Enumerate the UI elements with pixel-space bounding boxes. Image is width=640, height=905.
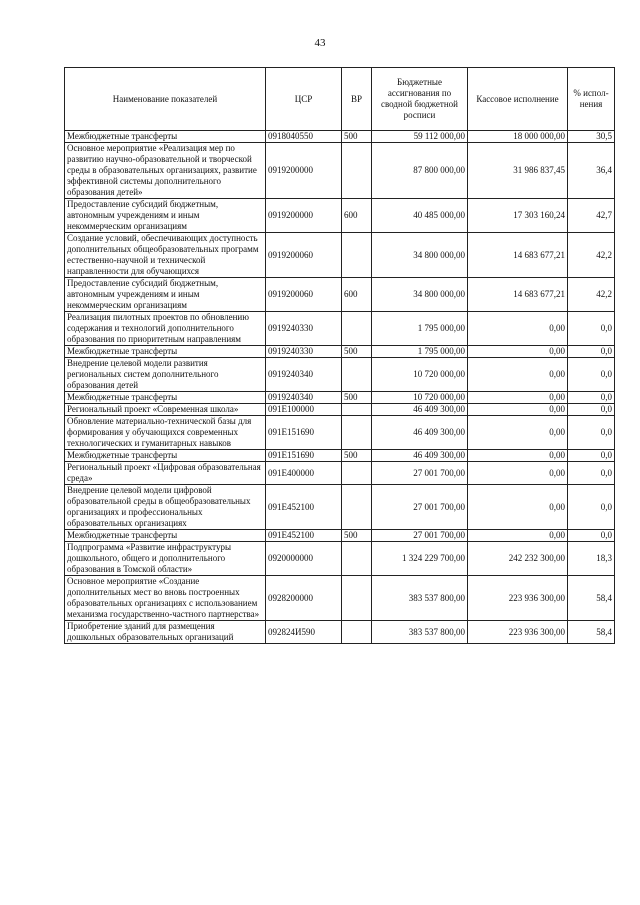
row-pct: 42,2 <box>568 233 615 278</box>
row-pct: 0,0 <box>568 346 615 358</box>
table-row <box>65 346 615 358</box>
row-pct: 18,3 <box>568 542 615 576</box>
row-pct: 30,5 <box>568 131 615 143</box>
table-row <box>65 404 615 416</box>
row-cash: 0,00 <box>468 346 568 358</box>
row-csr: 091E400000 <box>266 462 342 485</box>
row-budget: 87 800 000,00 <box>372 143 468 199</box>
row-csr: 0928200000 <box>266 576 342 621</box>
row-csr: 0919200000 <box>266 143 342 199</box>
row-pct: 42,7 <box>568 199 615 233</box>
row-pct: 42,2 <box>568 278 615 312</box>
row-csr: 092824И590 <box>266 621 342 644</box>
row-name: Предоставление субсидий бюджетным, автономным учреждениям и иным некоммерческим организациям <box>65 199 266 233</box>
row-budget: 10 720 000,00 <box>372 358 468 392</box>
row-budget: 1 795 000,00 <box>372 346 468 358</box>
row-csr: 0919240340 <box>266 392 342 404</box>
row-budget: 27 001 700,00 <box>372 530 468 542</box>
row-pct: 0,0 <box>568 530 615 542</box>
row-name: Межбюджетные трансферты <box>65 450 266 462</box>
table-row <box>65 143 615 199</box>
row-vr <box>342 143 372 199</box>
row-vr <box>342 416 372 450</box>
row-name: Основное мероприятие «Реализация мер по развитию научно-образовательной и творческой среды в образовательных организациях, развитие эффективной системы дополнительного образования детей» <box>65 143 266 199</box>
row-pct: 0,0 <box>568 404 615 416</box>
row-csr: 0919200000 <box>266 199 342 233</box>
row-vr <box>342 542 372 576</box>
row-csr: 0918040550 <box>266 131 342 143</box>
row-cash: 17 303 160,24 <box>468 199 568 233</box>
row-vr <box>342 358 372 392</box>
row-vr: 500 <box>342 450 372 462</box>
header-budget: Бюджетные ассигнования по сводной бюджетной росписи <box>372 68 468 131</box>
row-vr: 600 <box>342 278 372 312</box>
row-vr: 500 <box>342 346 372 358</box>
table-row <box>65 576 615 621</box>
row-vr <box>342 233 372 278</box>
row-name: Региональный проект «Современная школа» <box>65 404 266 416</box>
row-csr: 0919200060 <box>266 278 342 312</box>
row-budget: 40 485 000,00 <box>372 199 468 233</box>
row-pct: 0,0 <box>568 450 615 462</box>
row-name: Межбюджетные трансферты <box>65 346 266 358</box>
row-vr <box>342 621 372 644</box>
row-vr <box>342 312 372 346</box>
row-name: Региональный проект «Цифровая образовательная среда» <box>65 462 266 485</box>
row-csr: 0920000000 <box>266 542 342 576</box>
row-cash: 223 936 300,00 <box>468 576 568 621</box>
table-row <box>65 416 615 450</box>
row-budget: 46 409 300,00 <box>372 450 468 462</box>
row-vr: 500 <box>342 392 372 404</box>
table-row <box>65 312 615 346</box>
row-budget: 34 800 000,00 <box>372 278 468 312</box>
row-name: Обновление материально-технической базы для формирования у обучающихся современных технологических и гуманитарных навыков <box>65 416 266 450</box>
row-pct: 0,0 <box>568 392 615 404</box>
row-budget: 1 795 000,00 <box>372 312 468 346</box>
row-pct: 0,0 <box>568 416 615 450</box>
table-row <box>65 131 615 143</box>
header-csr: ЦСР <box>266 68 342 131</box>
row-csr: 0919240340 <box>266 358 342 392</box>
row-pct: 0,0 <box>568 485 615 530</box>
row-name: Внедрение целевой модели развития региональных систем дополнительного образования детей <box>65 358 266 392</box>
table-row <box>65 450 615 462</box>
row-budget: 34 800 000,00 <box>372 233 468 278</box>
row-csr: 0919200060 <box>266 233 342 278</box>
row-csr: 091E452100 <box>266 530 342 542</box>
row-name: Реализация пилотных проектов по обновлению содержания и технологий дополнительного образования по приоритетным направлениям <box>65 312 266 346</box>
row-budget: 383 537 800,00 <box>372 621 468 644</box>
row-csr: 091E151690 <box>266 416 342 450</box>
row-name: Межбюджетные трансферты <box>65 392 266 404</box>
row-budget: 1 324 229 700,00 <box>372 542 468 576</box>
row-name: Приобретение зданий для размещения дошкольных образовательных организаций <box>65 621 266 644</box>
row-name: Внедрение целевой модели цифровой образовательной среды в общеобразовательных организациях и профессиональных образовательных организациях <box>65 485 266 530</box>
row-pct: 0,0 <box>568 358 615 392</box>
row-cash: 31 986 837,45 <box>468 143 568 199</box>
row-vr <box>342 404 372 416</box>
row-name: Подпрограмма «Развитие инфраструктуры дошкольного, общего и дополнительного образования в Томской области» <box>65 542 266 576</box>
row-csr: 091E100000 <box>266 404 342 416</box>
header-vr: ВР <box>342 68 372 131</box>
row-vr <box>342 576 372 621</box>
row-cash: 0,00 <box>468 485 568 530</box>
header-pct: % испол-нения <box>568 68 615 131</box>
row-budget: 59 112 000,00 <box>372 131 468 143</box>
table-row <box>65 392 615 404</box>
row-budget: 10 720 000,00 <box>372 392 468 404</box>
row-csr: 0919240330 <box>266 312 342 346</box>
row-cash: 14 683 677,21 <box>468 278 568 312</box>
table-row <box>65 278 615 312</box>
row-csr: 0919240330 <box>266 346 342 358</box>
row-name: Межбюджетные трансферты <box>65 530 266 542</box>
budget-execution-table <box>64 67 615 644</box>
row-budget: 27 001 700,00 <box>372 485 468 530</box>
table-row <box>65 621 615 644</box>
table-row <box>65 358 615 392</box>
row-cash: 18 000 000,00 <box>468 131 568 143</box>
row-cash: 0,00 <box>468 416 568 450</box>
row-csr: 091E452100 <box>266 485 342 530</box>
row-budget: 383 537 800,00 <box>372 576 468 621</box>
row-pct: 58,4 <box>568 621 615 644</box>
row-budget: 27 001 700,00 <box>372 462 468 485</box>
header-cash: Кассовое исполнение <box>468 68 568 131</box>
row-vr <box>342 485 372 530</box>
row-name: Предоставление субсидий бюджетным, автономным учреждениям и иным некоммерческим организациям <box>65 278 266 312</box>
row-pct: 0,0 <box>568 462 615 485</box>
table-row <box>65 485 615 530</box>
row-cash: 242 232 300,00 <box>468 542 568 576</box>
row-pct: 36,4 <box>568 143 615 199</box>
row-budget: 46 409 300,00 <box>372 404 468 416</box>
row-vr: 500 <box>342 530 372 542</box>
row-vr <box>342 462 372 485</box>
table-header-row <box>65 68 615 131</box>
row-csr: 091E151690 <box>266 450 342 462</box>
row-cash: 0,00 <box>468 392 568 404</box>
row-cash: 0,00 <box>468 404 568 416</box>
table-row <box>65 233 615 278</box>
header-name: Наименование показателей <box>65 68 266 131</box>
row-cash: 0,00 <box>468 530 568 542</box>
page-number: 43 <box>314 37 326 49</box>
row-pct: 58,4 <box>568 576 615 621</box>
table-row <box>65 462 615 485</box>
row-pct: 0,0 <box>568 312 615 346</box>
table-row <box>65 542 615 576</box>
row-cash: 0,00 <box>468 312 568 346</box>
row-name: Создание условий, обеспечивающих доступность дополнительных общеобразовательных программ естественно-научной и технической направленности для обучающихся <box>65 233 266 278</box>
row-cash: 223 936 300,00 <box>468 621 568 644</box>
row-name: Межбюджетные трансферты <box>65 131 266 143</box>
table-row <box>65 199 615 233</box>
table-row <box>65 530 615 542</box>
row-vr: 600 <box>342 199 372 233</box>
row-cash: 0,00 <box>468 462 568 485</box>
row-cash: 0,00 <box>468 358 568 392</box>
row-cash: 0,00 <box>468 450 568 462</box>
row-budget: 46 409 300,00 <box>372 416 468 450</box>
row-vr: 500 <box>342 131 372 143</box>
row-cash: 14 683 677,21 <box>468 233 568 278</box>
row-name: Основное мероприятие «Создание дополнительных мест во вновь построенных образовательных организациях с использованием механизма государственно-частного партнерства» <box>65 576 266 621</box>
